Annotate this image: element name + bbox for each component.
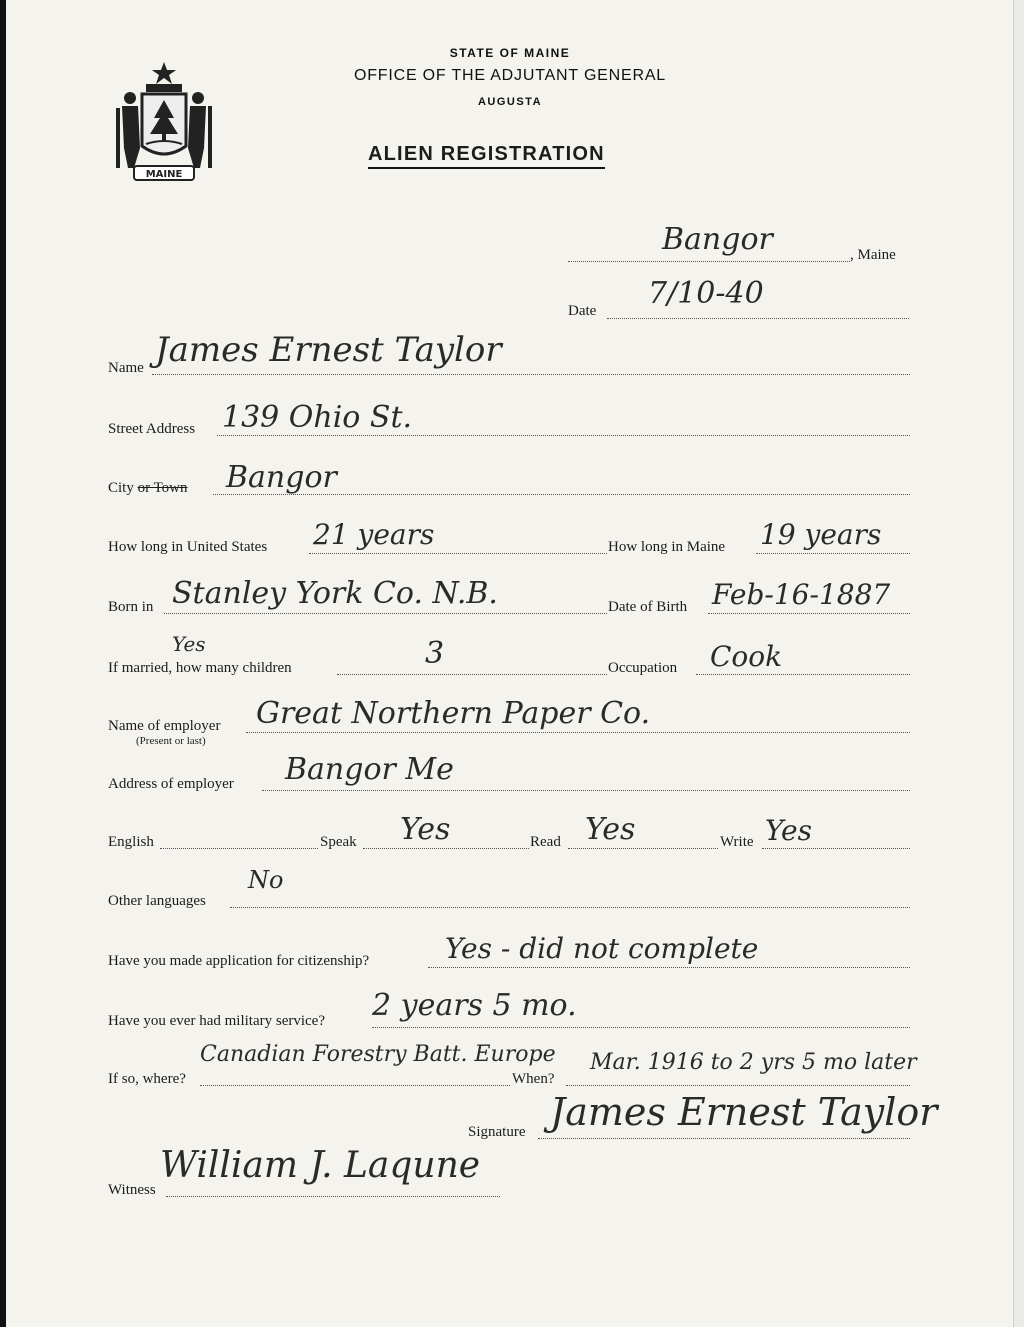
when-line: [566, 1085, 910, 1086]
header-state: STATE OF MAINE: [449, 46, 571, 60]
occupation-line: [696, 674, 910, 675]
city-label-town-struck: or Town: [137, 480, 188, 496]
write-value: Yes: [765, 814, 812, 847]
military-label: Have you ever had military service?: [108, 1013, 325, 1029]
employer-line: [246, 732, 910, 733]
speak-value: Yes: [400, 812, 451, 847]
scan-edge-left: [0, 0, 6, 1327]
children-value: 3: [425, 636, 445, 671]
signature-label: Signature: [468, 1124, 526, 1140]
maine-years-value: 19 years: [760, 518, 882, 551]
signature-line: [538, 1138, 910, 1139]
citizenship-label: Have you made application for citizenship?: [108, 953, 370, 969]
date-label: Date: [568, 303, 597, 319]
maine-seal-emblem: [108, 58, 220, 186]
form-title: ALIEN REGISTRATION: [368, 143, 605, 169]
date-line: [607, 318, 909, 319]
name-line: [152, 374, 910, 375]
maine-years-line: [756, 553, 910, 554]
dob-label: Date of Birth: [608, 599, 688, 615]
speak-label: Speak: [320, 834, 357, 850]
married-label: If married, how many children: [108, 660, 292, 676]
place-line: [568, 261, 850, 262]
other-languages-value: No: [248, 866, 284, 894]
speak-line: [363, 848, 529, 849]
english-line: [160, 848, 318, 849]
when-value: Mar. 1916 to 2 yrs 5 mo later: [590, 1050, 917, 1075]
employer-value: Great Northern Paper Co.: [256, 696, 651, 731]
us-years-label: How long in United States: [108, 539, 268, 555]
read-value: Yes: [585, 812, 636, 847]
read-label: Read: [530, 834, 561, 850]
name-label: Name: [108, 360, 144, 376]
write-label: Write: [720, 834, 754, 850]
scan-edge-right: [1013, 0, 1024, 1327]
where-label: If so, where?: [108, 1071, 186, 1087]
signature-value: James Ernest Taylor: [550, 1090, 938, 1134]
place-value: Bangor: [662, 222, 773, 257]
dob-value: Feb-16-1887: [712, 578, 891, 611]
born-in-line: [164, 613, 607, 614]
witness-label: Witness: [108, 1182, 156, 1198]
military-line: [372, 1027, 910, 1028]
witness-value: William J. Laqune: [160, 1145, 481, 1186]
us-years-line: [309, 553, 607, 554]
read-line: [568, 848, 718, 849]
other-languages-line: [230, 907, 910, 908]
street-line: [217, 435, 910, 436]
seal-text: MAINE: [145, 169, 183, 180]
occupation-value: Cook: [710, 640, 783, 673]
us-years-value: 21 years: [313, 518, 435, 551]
street-value: 139 Ohio St.: [222, 400, 413, 435]
married-value: Yes: [172, 632, 206, 656]
date-value: 7/10-40: [648, 276, 764, 311]
header-office: OFFICE OF THE ADJUTANT GENERAL: [353, 67, 667, 84]
city-value: Bangor: [226, 460, 337, 495]
occupation-label: Occupation: [608, 660, 678, 676]
citizenship-line: [428, 967, 910, 968]
write-line: [762, 848, 910, 849]
employer-address-value: Bangor Me: [285, 752, 454, 787]
other-languages-label: Other languages: [108, 893, 206, 909]
when-label: When?: [512, 1071, 555, 1087]
where-line: [200, 1085, 510, 1086]
born-in-value: Stanley York Co. N.B.: [172, 576, 498, 611]
military-value: 2 years 5 mo.: [372, 988, 577, 1023]
born-in-label: Born in: [108, 599, 154, 615]
maine-years-label: How long in Maine: [608, 539, 726, 555]
employer-sublabel: (Present or last): [136, 735, 206, 747]
employer-address-line: [262, 790, 910, 791]
street-label: Street Address: [108, 421, 196, 437]
citizenship-value: Yes - did not complete: [445, 932, 759, 965]
children-line: [337, 674, 607, 675]
place-suffix: , Maine: [850, 247, 896, 263]
name-value: James Ernest Taylor: [155, 330, 502, 370]
witness-line: [166, 1196, 500, 1197]
employer-address-label: Address of employer: [108, 776, 234, 792]
city-label: [108, 480, 188, 497]
english-label: English: [108, 834, 154, 850]
where-value: Canadian Forestry Batt. Europe: [200, 1042, 556, 1067]
header-city: AUGUSTA: [477, 96, 543, 108]
employer-label: Name of employer: [108, 718, 221, 734]
city-label-city: City: [108, 480, 138, 496]
dob-line: [708, 613, 910, 614]
